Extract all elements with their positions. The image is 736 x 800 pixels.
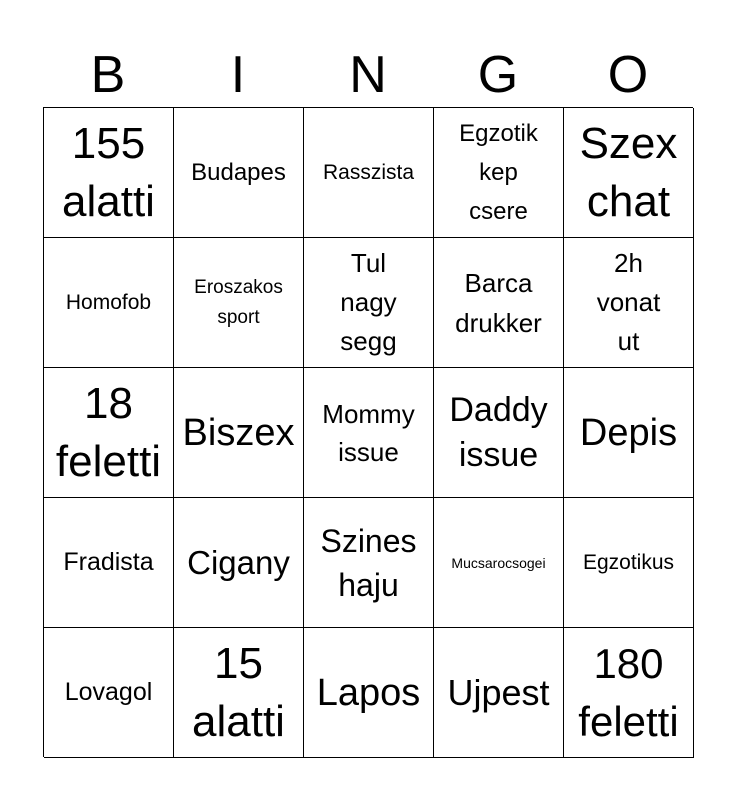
header-letter-g: G (477, 46, 519, 104)
cell-text: Homofob (65, 291, 152, 314)
cell-text: Budapes (191, 158, 286, 186)
bingo-cell[interactable] (44, 498, 174, 628)
cell-text: 180 feletti (578, 639, 679, 745)
cell-text: Daddy issue (449, 390, 548, 474)
bingo-cell[interactable] (564, 628, 694, 758)
cell-text: Cigany (187, 543, 290, 581)
cell-text: Rasszista (322, 161, 415, 184)
cell-text: Lovagol (64, 678, 153, 706)
cell-text: Mommy issue (322, 398, 415, 467)
bingo-cell[interactable] (304, 238, 434, 368)
cell-text: Egzotikus (582, 551, 675, 574)
cell-text: 2h vonat ut (596, 248, 661, 356)
bingo-cell[interactable] (174, 498, 304, 628)
cell-text: Szex chat (579, 118, 678, 226)
bingo-cell[interactable] (304, 368, 434, 498)
bingo-cell[interactable] (304, 498, 434, 628)
cell-text: 155 alatti (62, 118, 155, 226)
header-letter-i: I (230, 46, 246, 104)
bingo-cell[interactable] (434, 368, 564, 498)
header-letter-b: B (90, 46, 126, 104)
cell-text: Fradista (63, 548, 154, 576)
cell-text: Biszex (182, 411, 295, 454)
bingo-cell[interactable] (44, 628, 174, 758)
bingo-cell[interactable] (434, 628, 564, 758)
cell-text: Barca drukker (455, 267, 542, 338)
cell-text: Eroszakos sport (194, 276, 283, 328)
bingo-cell[interactable] (174, 108, 304, 238)
bingo-cell[interactable] (304, 628, 434, 758)
bingo-cell[interactable] (174, 238, 304, 368)
bingo-cell[interactable] (564, 238, 694, 368)
cell-text: 15 alatti (192, 638, 285, 746)
bingo-cell[interactable] (434, 498, 564, 628)
bingo-board (43, 107, 693, 757)
cell-text: Tul nagy segg (340, 248, 397, 356)
cell-text: Ujpest (447, 671, 550, 713)
header-letter-n: N (349, 46, 387, 104)
bingo-cell[interactable] (174, 368, 304, 498)
bingo-cell[interactable] (434, 108, 564, 238)
bingo-header (43, 42, 693, 108)
bingo-cell[interactable] (434, 238, 564, 368)
cell-text: Depis (579, 411, 678, 454)
cell-text: Lapos (316, 671, 421, 714)
bingo-cell[interactable] (564, 498, 694, 628)
bingo-cell[interactable] (174, 628, 304, 758)
bingo-cell[interactable] (44, 108, 174, 238)
cell-text: 18 feletti (55, 378, 162, 486)
cell-text: Szines haju (320, 522, 417, 603)
header-letter-o: O (607, 46, 649, 104)
bingo-cell[interactable] (44, 238, 174, 368)
bingo-cell[interactable] (304, 108, 434, 238)
cell-text: Egzotik kep csere (459, 120, 538, 225)
bingo-cell[interactable] (564, 108, 694, 238)
bingo-cell[interactable] (44, 368, 174, 498)
cell-text: Mucsarocsogei (451, 554, 546, 571)
bingo-cell[interactable] (564, 368, 694, 498)
